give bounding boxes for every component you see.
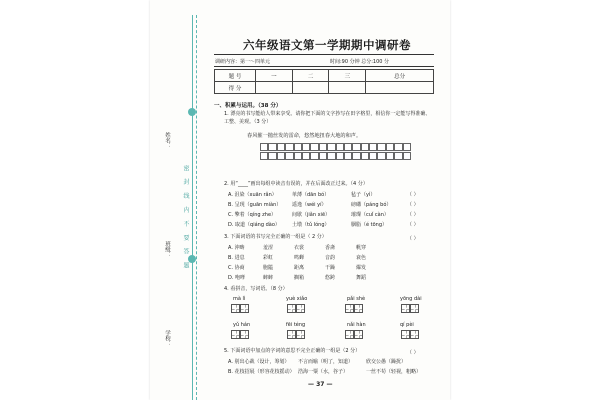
- tian-grid[interactable]: [345, 304, 363, 313]
- tian-grid[interactable]: [231, 304, 249, 313]
- binding-strip: [160, 15, 208, 400]
- tian-grid[interactable]: [345, 330, 363, 339]
- score-cell[interactable]: [366, 82, 434, 94]
- score-header-cell: 题 号: [215, 70, 256, 82]
- score-table: [214, 69, 434, 94]
- option-text: 一丝不苟（轻视，粗略）: [366, 369, 422, 375]
- question-4-text: 4. 看拼音，写词语。（8 分）: [224, 286, 288, 292]
- option-text: B. 进息: [228, 255, 245, 261]
- copy-text: 春风催一抛丝发的雷命，悠然地扭春大地的和声。: [247, 133, 362, 139]
- tian-grid[interactable]: [401, 330, 419, 339]
- page-number: — 37 —: [308, 381, 333, 388]
- exam-time-info: 时间:90 分钟 总分:100 分: [330, 59, 390, 65]
- option-text: 爆发: [356, 265, 367, 271]
- pinyin-label: nǎi hàn: [347, 322, 366, 328]
- option-text: B. 呈现（guān miàn）: [228, 202, 282, 208]
- question-5-text: 5. 下面词语中加点的字词的意思不完全正确的一组是（2 分）: [224, 348, 361, 354]
- option-text: 土墩（tǔ lóng）: [292, 222, 330, 228]
- option-text: A. 别出心裁（设计，筹划）: [228, 359, 290, 365]
- exam-title: 六年级语文第一学期期中调研卷: [243, 38, 411, 52]
- binding-hole-icon: [188, 108, 196, 116]
- school-label: 学校：: [164, 330, 170, 347]
- option-text: A. 沮染（xuān rǎn）: [228, 192, 277, 198]
- score-cell[interactable]: [256, 82, 293, 94]
- exam-scope: 调研内容：第一～四单元: [215, 59, 271, 65]
- tian-grid[interactable]: [401, 304, 419, 313]
- score-header-cell: 总分: [366, 70, 434, 82]
- option-text: 彩虹: [263, 255, 274, 261]
- tian-grid[interactable]: [287, 330, 305, 339]
- header-rule: [214, 66, 434, 67]
- score-cell[interactable]: [329, 82, 366, 94]
- score-header-cell: 一: [256, 70, 293, 82]
- option-text: 浩海一粟（水，谷子）: [298, 369, 349, 375]
- writing-grid-row[interactable]: [260, 152, 411, 160]
- answer-paren[interactable]: （ ）: [407, 350, 419, 356]
- option-text: 胭脂（é tōng）: [351, 222, 388, 228]
- question-3-text: 3. 下面词语的书写完全正确的一组是（ 2 分）: [224, 234, 327, 240]
- score-table-header: [215, 70, 434, 82]
- option-text: 帆穿: [356, 245, 367, 251]
- option-text: 香斋: [325, 245, 336, 251]
- option-text: 遥逸（wéi yí）: [292, 202, 327, 208]
- question-2-text: 2. 用“____”画出每组中读音有误的，并在后面改正过来。（4 分）: [224, 181, 368, 187]
- header-rule: [214, 54, 434, 55]
- option-text: D. 取道（qiáng dào）: [228, 222, 280, 228]
- question-1-text: 1. 漂亮的书写能给人带来享受。请你把下面的文字抄写在田字格里，相信你一定能写得准确、工整、美观。（3 分）: [224, 111, 431, 125]
- section-title: 一、积累与运用。（38 分）: [214, 103, 282, 109]
- name-label: 姓名：: [164, 132, 170, 149]
- answer-paren[interactable]: （ ）: [407, 222, 419, 228]
- pinyin-label: yōng dài: [400, 296, 422, 302]
- option-text: D. 咆哮: [228, 275, 246, 281]
- option-text: 悠跨: [325, 275, 336, 281]
- writing-grid-row[interactable]: [260, 143, 411, 151]
- pinyin-label: qí pèi: [400, 322, 414, 328]
- option-text: 欣交公愚（躁扰）: [366, 359, 407, 365]
- tian-grid[interactable]: [231, 330, 249, 339]
- option-text: 磅礴（páng bó）: [351, 202, 392, 208]
- option-text: 蟀蟀: [263, 275, 274, 281]
- option-text: C. 协商: [228, 265, 245, 271]
- pinyin-label: mà lì: [233, 296, 246, 302]
- score-table-row: [215, 82, 434, 94]
- answer-paren[interactable]: （ ）: [407, 236, 419, 242]
- option-text: 音韵: [325, 255, 336, 261]
- option-text: 毡子（yì）: [351, 192, 376, 198]
- option-text: C. 擎着（qíng zhe）: [228, 212, 277, 218]
- binding-dashed-line: [196, 15, 197, 400]
- score-cell[interactable]: [292, 82, 329, 94]
- score-row-label: 得 分: [215, 82, 256, 94]
- option-text: 干躁: [325, 265, 336, 271]
- option-text: 璀璨（cuǐ càn）: [351, 212, 389, 218]
- option-text: 羞涩: [263, 245, 274, 251]
- answer-paren[interactable]: （ ）: [407, 192, 419, 198]
- option-text: 鸣蝉: [294, 255, 305, 261]
- option-text: 单薄（dān bó）: [292, 192, 330, 198]
- option-text: A. 沖畴: [228, 245, 245, 251]
- pinyin-label: yǔ hán: [233, 322, 251, 328]
- option-text: 衰色: [356, 255, 367, 261]
- option-text: 舞蹈: [356, 275, 367, 281]
- option-text: 胞隘: [263, 265, 274, 271]
- option-text: 搁箱: [294, 275, 305, 281]
- answer-paren[interactable]: （ ）: [407, 202, 419, 208]
- pinyin-label: pǎi shè: [347, 296, 366, 302]
- tian-grid[interactable]: [287, 304, 305, 313]
- option-text: 距离: [294, 265, 305, 271]
- score-header-cell: 三: [329, 70, 366, 82]
- seal-line-text: 密 封 线 内 不 要 答 题: [182, 165, 189, 272]
- option-text: 衣裳: [294, 245, 305, 251]
- class-label: 班级：: [164, 241, 170, 258]
- pinyin-label: fēi téng: [286, 322, 306, 328]
- option-text: 不言而喻（明了，知道）: [298, 359, 354, 365]
- score-header-cell: 二: [292, 70, 329, 82]
- option-text: 间歇（jiǎn xiē）: [292, 212, 331, 218]
- answer-paren[interactable]: （ ）: [407, 212, 419, 218]
- pinyin-label: yuè xiǎo: [286, 296, 308, 302]
- option-text: B. 花枝招展（形容花枝摇动）: [228, 369, 295, 375]
- binding-line: [192, 15, 193, 400]
